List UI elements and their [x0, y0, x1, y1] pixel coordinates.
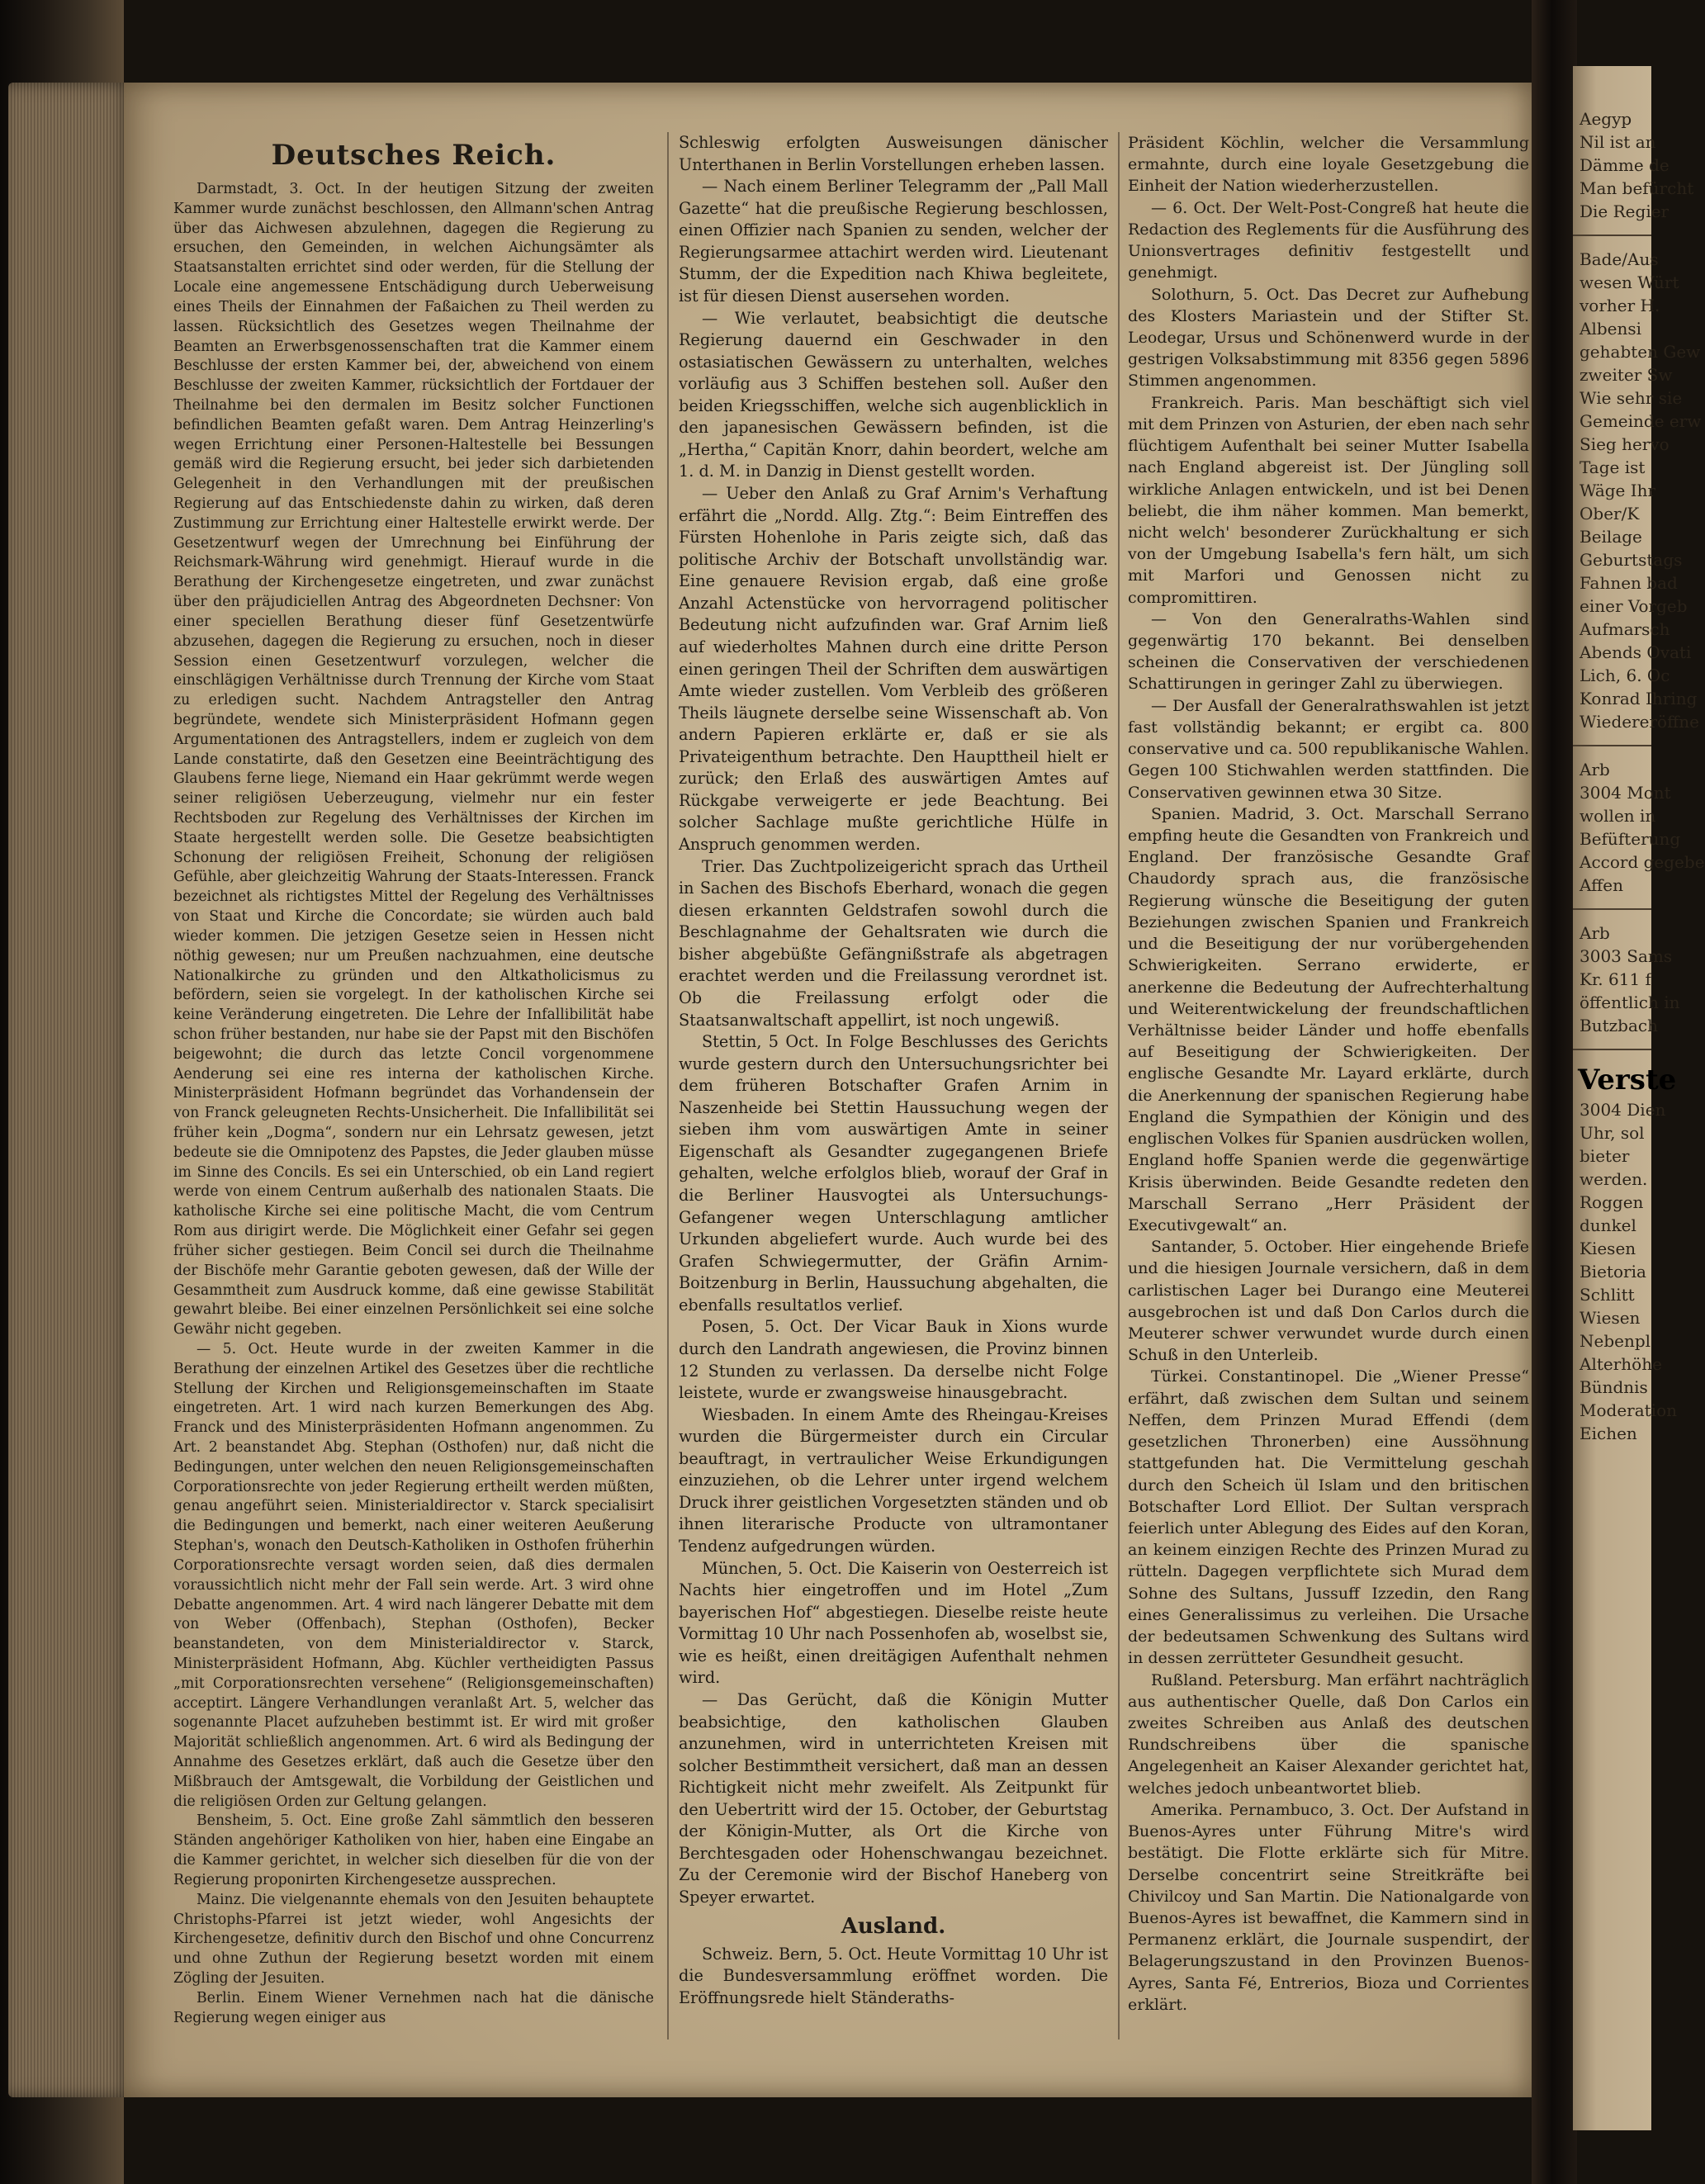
- neighbor-text-fragment: 3004 Dien: [1579, 1100, 1666, 1120]
- article-paragraph: — Ueber den Anlaß zu Graf Arnim's Verhaftung erfährt die „Nordd. Allg. Ztg.“: Beim Eintreffen des Fürsten Hohenlohe in Paris zeigte sich, daß das politische Archiv der Botschaft unvollständig war. Eine genauere Revision ergab, daß eine große Anzahl Actenstücke von hervorragend politischer Bedeutung nicht aufzufinden war. Graf Arnim ließ auf wiederholtes Mahnen durch eine dritte Person einen geringen Theil der Schriften dem auswärtigen Amte wieder zustellen. Vom Verbleib des größeren Theils läugnete derselbe seine Wissenschaft ab. Von andern Papieren erklärte er, daß er sie als Privateigenthum betrachte. Den Haupttheil hielt er zurück; den Erlaß des auswärtigen Amtes auf Rückgabe verweigerte er jede Beachtung. Bei solcher Sachlage mußte gerichtliche Hülfe in Anspruch genommen werden.: [679, 484, 1108, 854]
- neighbor-text-fragment: Alterhöhe: [1579, 1354, 1662, 1374]
- neighbor-text-fragment: Eichen: [1579, 1424, 1637, 1443]
- neighbor-text-fragment: Aufmarsch: [1579, 619, 1670, 639]
- article-paragraph: Santander, 5. October. Hier eingehende Briefe und die hiesigen Journale versichern, daß in dem carlistischen Lager bei Durango eine Meuterei ausgebrochen ist und daß Don Carlos durch die Meuterer schwer verwundet wurde durch einen Schuß in den Unterleib.: [1128, 1238, 1529, 1365]
- article-paragraph: — Wie verlautet, beabsichtigt die deutsche Regierung dauernd ein Geschwader in den ostasiatischen Gewässern zu unterhalten, welches vorläufig aus 3 Schiffen bestehen soll. Außer den beiden Kriegsschiffen, welche sich augenblicklich in den japanesischen Gewässern befinden, ist die „Hertha,“ Capitän Knorr, dahin beordert, welche am 1. d. M. in Danzig in Dienst gestellt worden.: [679, 308, 1108, 481]
- neighbor-text-fragment: Wiedereröffne: [1579, 712, 1699, 732]
- neighbor-text-fragment: Bündnis: [1579, 1377, 1648, 1397]
- neighbor-rule: [1573, 745, 1651, 746]
- neighbor-text-fragment: vorher H.: [1579, 296, 1660, 315]
- neighbor-text-fragment: wollen in: [1579, 806, 1656, 826]
- neighbor-text-fragment: Geburtstags: [1579, 550, 1683, 570]
- neighbor-text-fragment: dunkel: [1579, 1215, 1636, 1235]
- article-paragraph: Trier. Das Zuchtpolizeigericht sprach das Urtheil in Sachen des Bischofs Eberhard, wonach die gegen diesen erkannten Geldstrafen sowohl durch die Beschlagnahme der Gehaltsraten wie durch die bisher abgebüßte Gefängnißstrafe als abgetragen erachtet werden und die Freilassung verordnet ist. Ob die Freilassung erfolgt oder die Staatsanwaltschaft appellirt, ist noch ungewiß.: [679, 856, 1108, 1030]
- neighbor-text-fragment: Man befürcht: [1579, 178, 1694, 198]
- neighbor-text-fragment: Bade/Aus: [1579, 249, 1659, 269]
- article-paragraph: Frankreich. Paris. Man beschäftigt sich viel mit dem Prinzen von Asturien, der eben nach sehr flüchtigem Aufenthalt bei seiner Mutter Isabella nach England abgereist ist. Der Jüngling soll wirkliche Anlagen entwickeln, und ist bei Denen beliebt, die ihm näher kommen. Man bemerkt, nicht welch' besonderer Zurückhaltung er sich von der Umgebung Isabella's fern hält, um sich mit Marfori und Genossen nicht zu compromittiren.: [1128, 393, 1529, 607]
- neighbor-text-fragment: Ober/K: [1579, 504, 1640, 523]
- neighbor-text-fragment: Aegyp: [1579, 109, 1632, 129]
- article-paragraph: Darmstadt, 3. Oct. In der heutigen Sitzung der zweiten Kammer wurde zunächst beschlossen, den Allmann'schen Antrag über das Aichwesen abzulehnen, dagegen die Regierung zu ersuchen, den Gemeinden, in welchen Aichungsämter als Staatsanstalten errichtet sind oder werden, für die Stellung der Locale eine angemessene Entschädigung durch Ueberweisung eines Theils der Einnahmen der Faßaichen zu Theil werden zu lassen. Rücksichtlich des Gesetzes wegen Theilnahme der Beamten an Erwerbsgenossenschaften trat die Kammer einem Beschlusse der ersten Kammer bei, der, abweichend von einem Beschlusse der zweiten Kammer, rücksichtlich der Fortdauer der Theilnahme bei den dermalen im Besitz solcher Functionen befindlichen Beamten gefaßt waren. Dem Antrag Heinzerling's wegen Errichtung einer Personen-Haltestelle bei Bessungen gemäß wird die Regierung ersucht, bei jeder sich darbietenden Gelegenheit in den Verhandlungen mit der preußischen Regierung auf das Entschiedenste dahin zu wirken, daß deren Zustimmung zur Errichtung einer Haltestelle erwirkt werde. Der Gesetzentwurf wegen der Umrechnung bei Einführung der Reichsmark-Währung wird genehmigt. Hierauf wurde in die Berathung der Kirchengesetze eingetreten, und zwar zunächst über den präjudiciellen Antrag des Abgeordneten Dechsner: Von einer speciellen Berathung dieser fünf Gesetzentwürfe abzusehen, dagegen die Regierung zu ersuchen, noch in dieser Session einen Gesetzentwurf vorzulegen, welcher die einschlägigen Verhältnisse durch Trennung der Kirche vom Staat zu erledigen sucht. Nachdem Antragsteller den Antrag begründete, wendete sich Ministerpräsident Hofmann gegen Argumentationen des Antragstellers, indem er zugleich von dem Lande constatirte, daß den Gesetzen eine Beeinträchtigung des Glaubens ferne liege, Niemand ein Haar gekrümmt werde wegen seiner religiösen Ueberzeugung, vielmehr nur ein fester Rechtsboden zur Regelung des Verhältnisses der Kirchen im Staate hergestellt werden solle. Die Gesetze beabsichtigten Schonung der religiösen Freiheit, Schonung der religiösen Gefühle, aber gleichzeitig Wahrung der Staats-Interessen. Franck bezeichnet als richtigstes Mittel der Regelung des Verhältnisses von Staat und Kirche die Concordate; sie würden auch bald wieder kommen. Die jetzigen Gesetze seien in Hessen nicht nöthig gewesen; nur um Preußen nachzuahmen, eine deutsche Nationalkirche zu gründen und den Altkatholicismus zu befördern, seien sie vorgelegt. In der katholischen Kirche sei keine Veränderung eingetreten. Die Lehre der Infallibilität habe schon früher bestanden, nur habe sie der Papst mit den Bischöfen beigewohnt; die durch das letzte Concil vorgenommene Aenderung sei eine res interna der katholischen Kirche. Ministerpräsident Hofmann begründet das Vorhandensein der von Franck geleugneten Rechts-Unsicherheit. Die Infallibilität sei früher kein „Dogma“, sondern nur ein Lehrsatz gewesen, jetzt bedeute sie die Omnipotenz des Papstes, die Jeder glauben müsse im Sinne des Concils. Es sei ein Unterschied, ob ein Land regiert werde von einem Centrum außerhalb des nationalen Staats. Die katholische Kirche sei eine politische Macht, die vom Centrum Rom aus dirigirt werde. Die Möglichkeit einer Gefahr sei gegen früher sicher gestiegen. Beim Concil sei durch die Theilnahme der Bischöfe mehr Garantie geboten gewesen, daß der Wille der Gesammtheit zum Ausdruck komme, daß eine gewisse Stabilität gewahrt bleibe. Bei einer einzelnen Persönlichkeit sei eine solche Gewähr nicht gegeben.: [173, 181, 654, 1338]
- neighbor-text-fragment: Die Regier: [1579, 201, 1669, 221]
- neighbor-text-fragment: Gemeinde erw: [1579, 411, 1702, 431]
- article-paragraph: — Von den Generalraths-Wahlen sind gegenwärtig 170 bekannt. Bei denselben scheinen die Conservativen der verschiedenen Schattirungen in geringer Zahl zu überwiegen.: [1128, 609, 1529, 694]
- book-gutter: [1532, 0, 1577, 2184]
- neighbor-text-fragment: Fahnen bad: [1579, 573, 1678, 593]
- neighbor-text-fragment: Bietoria: [1579, 1262, 1646, 1282]
- neighbor-text-fragment: Sieg hervo: [1579, 434, 1669, 454]
- article-paragraph: — 5. Oct. Heute wurde in der zweiten Kammer in die Berathung der einzelnen Artikel des Gesetzes über die rechtliche Stellung der Kirchen und Religionsgemeinschaften im Staate eingetreten. Art. 1 wird nach kurzen Bemerkungen des Abg. Franck und des Ministerpräsidenten Hofmann angenommen. Zu Art. 2 beanstandet Abg. Stephan (Osthofen) nur, daß nicht die Bedingungen, unter welchen den neuen Religionsgemeinschaften Corporationsrechte von jeder Regierung ertheilt werden müßten, genau angeführt seien. Ministerialdirector v. Starck specialisirt die Bedingungen und bemerkt, nach einer weiteren Aeußerung Stephan's, wonach den Deutsch-Katholiken in Osthofen früherhin Corporationsrechte versagt worden seien, daß dies dermalen voraussichtlich nicht mehr der Fall sein werde. Art. 3 wird ohne Debatte angenommen. Art. 4 wird nach längerer Debatte mit dem von Weber (Offenbach), Stephan (Osthofen), Becker beanstandeten, von dem Ministerialdirector v. Starck, Ministerpräsident Hofmann, Abg. Küchler vertheidigten Passus „mit Corporationsrechten versehene“ (Religionsgemeinschaften) acceptirt. Längere Verhandlungen veranlaßt Art. 5, welcher das sogenannte Placet aufzuheben bestimmt ist. Er wird mit großer Majorität schließlich angenommen. Art. 6 wird als Bedingung der Annahme des Gesetzes erklärt, daß auch die Gesetze über den Mißbrauch der Amtsgewalt, die Vorbildung der Geistlichen und die religiösen Orden zur Geltung gelangen.: [173, 1340, 654, 1810]
- neighbor-text-fragment: einer Vorgeb: [1579, 596, 1688, 616]
- article-paragraph: Amerika. Pernambuco, 3. Oct. Der Aufstand in Buenos-Ayres unter Führung Mitre's wird bestätigt. Die Flotte erklärte sich für Mitre. Derselbe concentrirt seine Streitkräfte bei Chivilcoy und San Martin. Die Nationalgarde von Buenos-Ayres ist bewaffnet, die Kammern sind in Permanenz erklärt, die Journale suspendirt, der Belagerungszustand in den Provinzen Buenos-Ayres, Santa Fé, Entrerios, Bioza und Corrientes erklärt.: [1128, 1800, 1529, 2014]
- neighbor-heading: Verste: [1578, 1064, 1677, 1097]
- neighbor-text-fragment: wesen Würt: [1579, 272, 1679, 292]
- neighbor-rule: [1573, 235, 1651, 236]
- neighbor-text-fragment: gehabten Gew: [1579, 342, 1701, 362]
- article-paragraph: Präsident Köchlin, welcher die Versammlung ermahnte, durch eine loyale Gesetzgebung die Einheit der Nation wiederherzustellen.: [1128, 134, 1529, 196]
- neighbor-text-fragment: Schlitt: [1579, 1285, 1635, 1305]
- article-paragraph: — Nach einem Berliner Telegramm der „Pall Mall Gazette“ hat die preußische Regierung beschlossen, einen Offizier nach Spanien zu senden, welcher der Regierungsarmee attachirt werden wird. Lieutenant Stumm, der die Expedition nach Khiwa begleitete, ist für diesen Dienst ausersehen worden.: [679, 177, 1108, 306]
- article-paragraph: — Das Gerücht, daß die Königin Mutter beabsichtige, den katholischen Glauben anzunehmen, wird in unterrichteten Kreisen mit solcher Bestimmtheit versichert, daß man an dessen Richtigkeit nicht mehr zweifelt. Als Zeitpunkt für den Uebertritt wird der 15. October, der Geburtstag der Königin-Mutter, als Ort die Kirche von Berchtesgaden oder Hohenschwangau bezeichnet. Zu der Ceremonie wird der Bischof Haneberg von Speyer erwartet.: [679, 1689, 1108, 1907]
- page-edges: [8, 83, 132, 2097]
- neighbor-text-fragment: Beilage: [1579, 527, 1642, 547]
- article-paragraph: Berlin. Einem Wiener Vernehmen nach hat die dänische Regierung wegen einiger aus: [173, 1989, 654, 2026]
- adjacent-page-fragment: [1573, 66, 1705, 2130]
- neighbor-text-fragment: Konrad Ihring: [1579, 689, 1698, 708]
- article-paragraph: — 6. Oct. Der Welt-Post-Congreß hat heute die Redaction des Reglements für die Ausführung des Unionsvertrages definitiv festgestellt und genehmigt.: [1128, 198, 1529, 282]
- neighbor-text-fragment: Nebenpl: [1579, 1331, 1651, 1351]
- article-paragraph: München, 5. Oct. Die Kaiserin von Oesterreich ist Nachts hier eingetroffen und im Hotel „Zum bayerischen Hof“ abgestiegen. Dieselbe reiste heute Vormittag 10 Uhr nach Possenhofen ab, woselbst sie, wie es heißt, einen dreitägigen Aufenthalt nehmen wird.: [679, 1558, 1108, 1688]
- column-divider-1: [667, 132, 669, 2040]
- neighbor-text-fragment: Uhr, sol: [1579, 1123, 1645, 1143]
- column-3: [1128, 132, 1529, 2016]
- article-paragraph: Posen, 5. Oct. Der Vicar Bauk in Xions wurde durch den Landrath angewiesen, die Provinz binnen 12 Stunden zu verlassen. Da derselbe nicht Folge leistete, wurde er zwangsweise hinausgebracht.: [679, 1317, 1108, 1403]
- neighbor-text-fragment: Abends Ovati: [1579, 642, 1692, 662]
- article-paragraph: Solothurn, 5. Oct. Das Decret zur Aufhebung des Klosters Mariastein und der Stifter St. Leodegar, Ursus und Schönenwerd wurde in der gestrigen Volksabstimmung mit 8356 gegen 5896 Stimmen angenommen.: [1128, 285, 1529, 391]
- neighbor-text-fragment: Dämme de: [1579, 155, 1669, 175]
- article-paragraph: Stettin, 5 Oct. In Folge Beschlusses des Gerichts wurde gestern durch den Untersuchungsrichter bei dem früheren Botschafter Grafen Arnim in Naszenheide bei Stettin Haussuchung wegen der sieben ihm vom auswärtigen Amte in seiner Eigenschaft als Gesandter zugegangenen Briefe gehalten, welche erfolglos blieb, worauf der Graf in die Berliner Hausvogtei als Untersuchungs-Gefangener wegen Unterschlagung amtlicher Urkunden abgeliefert wurde. Auch wurde bei des Grafen Schwiegermutter, der Gräfin Arnim-Boitzenburg in Berlin, Haussuchung abgehalten, die ebenfalls resultatlos verlief.: [679, 1032, 1108, 1315]
- neighbor-text-fragment: Tage ist: [1579, 457, 1646, 477]
- article-paragraph: — Der Ausfall der Generalrathswahlen ist jetzt fast vollständig bekannt; er ergibt ca. 800 conservative und ca. 500 republikanische Wahlen. Gegen 100 Stichwahlen werden stattfinden. Die Conservativen gewinnen etwa 30 Sitze.: [1128, 696, 1529, 802]
- neighbor-text-fragment: werden.: [1579, 1169, 1648, 1189]
- neighbor-rule: [1573, 908, 1651, 910]
- neighbor-text-fragment: Wiesen: [1579, 1308, 1641, 1328]
- neighbor-text-fragment: Kr. 611 f: [1579, 969, 1651, 989]
- neighbor-text-fragment: Moderation: [1579, 1400, 1677, 1420]
- neighbor-text-fragment: Befüfterung: [1579, 829, 1681, 849]
- neighbor-text-fragment: Butzbach: [1579, 1016, 1658, 1035]
- neighbor-text-fragment: Wie sehr sie: [1579, 388, 1683, 408]
- section-title-ausland: Ausland.: [841, 1913, 946, 1939]
- neighbor-text-fragment: Kiesen: [1579, 1239, 1636, 1258]
- neighbor-text-fragment: Albensi: [1579, 319, 1642, 339]
- neighbor-rule: [1573, 1049, 1651, 1050]
- neighbor-text-fragment: Arb: [1579, 760, 1610, 779]
- column-1: [173, 132, 654, 2028]
- neighbor-text-fragment: Lich, 6. Oc: [1579, 666, 1670, 685]
- column-divider-2: [1118, 132, 1120, 2040]
- article-paragraph: Wiesbaden. In einem Amte des Rheingau-Kreises wurden die Bürgermeister durch ein Circular beauftragt, in vertraulicher Weise Erkundigungen einzuziehen, ob die Lehrer unter irgend welchem Druck ihrer geistlichen Vorgesetzten ständen und ob ihnen literarische Producte von ultramontaner Tendenz aufgedrungen würden.: [679, 1405, 1108, 1556]
- neighbor-text-fragment: 3004 Mont: [1579, 783, 1671, 803]
- article-paragraph: Bensheim, 5. Oct. Eine große Zahl sämmtlich den besseren Ständen angehöriger Katholiken von hier, haben eine Eingabe an die Kammer gerichtet, in welcher sich dieselben für die von der Regierung proponirten Kirchengesetze aussprechen.: [173, 1812, 654, 1888]
- column-2: [679, 132, 1108, 2009]
- neighbor-text-fragment: bieter: [1579, 1146, 1630, 1166]
- neighbor-text-fragment: Affen: [1579, 875, 1624, 895]
- neighbor-text-fragment: Arb: [1579, 923, 1610, 943]
- neighbor-text-fragment: 3003 Sams: [1579, 946, 1673, 966]
- article-paragraph: Mainz. Die vielgenannte ehemals von den Jesuiten behauptete Christophs-Pfarrei ist jetzt wieder, wohl Angesichts der Kirchengesetze, definitiv durch den Bischof und ohne Concurrenz und ohne Zuthun der Regierung besetzt worden mit einem Zögling der Jesuiten.: [173, 1891, 654, 1987]
- neighbor-text-fragment: öffentlich in: [1579, 993, 1680, 1012]
- section-title-deutsches-reich: Deutsches Reich.: [271, 139, 556, 172]
- article-paragraph: Rußland. Petersburg. Man erfährt nachträglich aus authentischer Quelle, daß Don Carlos ein zweites Schreiben aus Anlaß des deutschen Rundschreibens über die spanische Angelegenheit an Kaiser Alexander gerichtet hat, welches jedoch unbeantwortet blieb.: [1128, 1670, 1529, 1798]
- neighbor-text-fragment: Roggen: [1579, 1192, 1644, 1212]
- neighbor-text-fragment: Nil ist an: [1579, 132, 1656, 152]
- neighbor-text-fragment: Accord gegebe: [1579, 852, 1705, 872]
- article-paragraph: Schleswig erfolgten Ausweisungen dänischer Unterthanen in Berlin Vorstellungen erheben lassen.: [679, 133, 1108, 174]
- neighbor-text-fragment: zweiter Sw: [1579, 365, 1673, 385]
- article-paragraph: Schweiz. Bern, 5. Oct. Heute Vormittag 10 Uhr ist die Bundesversammlung eröffnet worden. Die Eröffnungsrede hielt Ständeraths-: [679, 1944, 1108, 2007]
- neighbor-text-fragment: Wäge Ihr: [1579, 481, 1656, 500]
- article-paragraph: Spanien. Madrid, 3. Oct. Marschall Serrano empfing heute die Gesandten von Frankreich und England. Der französische Gesandte Graf Chaudordy sprach aus, die französische Regierung wünsche die Beseitigung der guten Beziehungen zwischen Spanien und Frankreich und die Beseitigung der nur vorübergehenden Schwierigkeiten. Serrano erwiderte, er anerkenne die Bedeutung der Aufrechterhaltung und Weiterentwickelung der freundschaftlichen Verhältnisse beider Länder und hoffe ebenfalls auf Beseitigung der Schwierigkeiten. Der englische Gesandte Mr. Layard erklärte, durch die Anerkennung der spanischen Regierung habe England die Sympathien der Königin und des englischen Volkes für Spanien ausdrücken wollen, England hoffe Spanien werde die gegenwärtige Krisis überwinden. Beide Gesandte redeten den Marschall Serrano „Herr Präsident der Executivgewalt“ an.: [1128, 804, 1529, 1234]
- article-paragraph: Türkei. Constantinopel. Die „Wiener Presse“ erfährt, daß zwischen dem Sultan und seinem Neffen, dem Prinzen Murad Effendi (dem gesetzlichen Thronerben) eine Aussöhnung stattgefunden hat. Die Vermittelung geschah durch den Scheich ül Islam und den britischen Botschafter Lord Elliot. Der Sultan versprach feierlich unter Ablegung des Eides auf den Koran, an keinem einzigen Rechte des Prinzen Murad zu rütteln. Dagegen verpflichtete sich Murad dem Sohne des Sultans, Jussuff Izzedin, den Rang eines Generalissimus zu verleihen. Die Ursache der bedeutsamen Schwenkung des Sultans wird in dessen zerrütteter Gesundheit gesucht.: [1128, 1367, 1529, 1668]
